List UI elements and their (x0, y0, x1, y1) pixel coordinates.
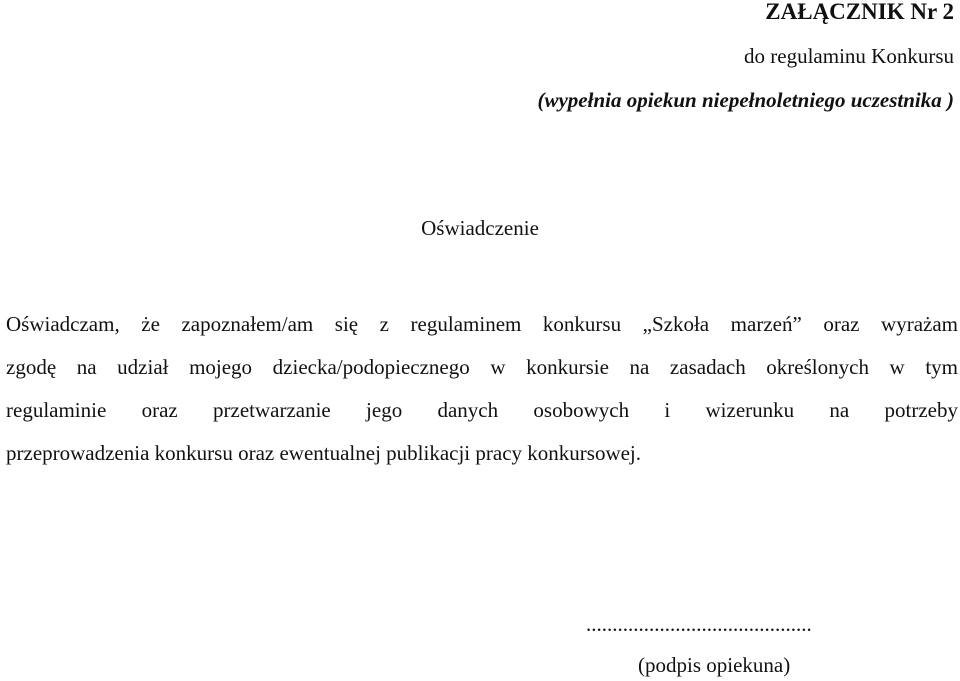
statement-line-2: zgodę na udział mojego dziecka/podopiecznego w konkursie na zasadach określonych w tym (6, 355, 958, 379)
statement-line-4: przeprowadzenia konkursu oraz ewentualnej publikacji pracy konkursowej. (6, 441, 642, 465)
signature-line: ........................................... (586, 612, 812, 636)
attachment-note: (wypełnia opiekun niepełnoletniego uczestnika ) (537, 88, 954, 112)
attachment-title: ZAŁĄCZNIK Nr 2 (765, 0, 954, 24)
statement-heading: Oświadczenie (421, 216, 539, 240)
statement-line-3: regulaminie oraz przetwarzanie jego danych osobowych i wizerunku na potrzeby (6, 398, 958, 422)
signature-label: (podpis opiekuna) (638, 653, 791, 677)
statement-body (6, 303, 958, 475)
statement-line-1: Oświadczam, że zapoznałem/am się z regulaminem konkursu „Szkoła marzeń” oraz wyrażam (6, 312, 958, 336)
attachment-subtitle: do regulaminu Konkursu (744, 44, 954, 68)
